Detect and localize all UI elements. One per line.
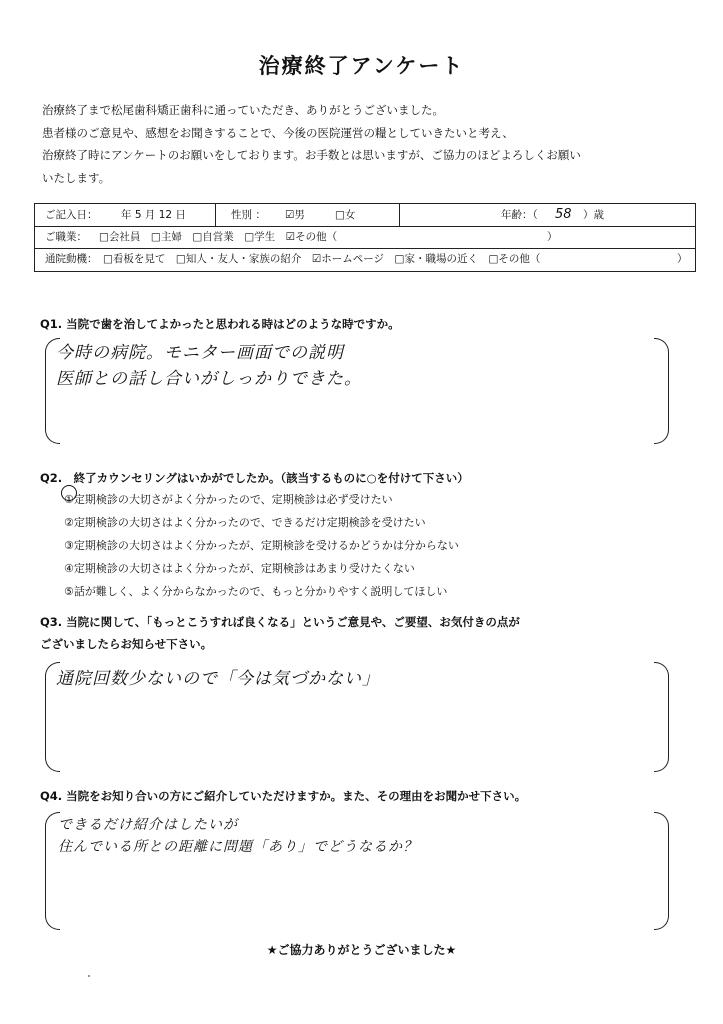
intro-line: 患者様のご意見や、感想をお聞きすることで、今後の医院運営の糧としていきたいと考え、 bbox=[42, 125, 514, 140]
q2-option-3[interactable]: ③定期検診の大切さはよく分かったが、定期検診を受けるかどうかは分からない bbox=[64, 539, 459, 552]
gender-male-checkbox[interactable]: ☑男 bbox=[285, 209, 305, 221]
date-value[interactable]: 年 5 月 12 日 bbox=[121, 209, 186, 221]
motive-label: 通院動機： bbox=[45, 253, 98, 265]
scan-speck bbox=[88, 975, 90, 977]
occupation-options[interactable]: □会社員 □主婦 □自営業 □学生 ☑その他（ bbox=[99, 231, 338, 243]
q3-bracket-right bbox=[654, 662, 669, 772]
gender-female-checkbox[interactable]: □女 bbox=[335, 209, 356, 221]
intro-line: 治療終了まで松尾歯科矯正歯科に通っていただき、ありがとうございました。 bbox=[42, 103, 445, 117]
q1-answer-line[interactable]: 医師との話し合いがしっかりできた。 bbox=[56, 369, 362, 389]
patient-info-table bbox=[34, 203, 696, 272]
occupation-close: ） bbox=[547, 231, 558, 243]
q4-answer-line[interactable]: 住んでいる所との距離に問題「あり」でどうなるか？ bbox=[58, 839, 418, 855]
divider bbox=[215, 204, 216, 226]
q2-option-2[interactable]: ②定期検診の大切さはよく分かったので、できるだけ定期検診を受けたい bbox=[64, 516, 426, 529]
q2-question: Q2. 終了カウンセリングはいかがでしたか。（該当するものに○を付けて下さい） bbox=[40, 471, 469, 485]
age-value[interactable]: 58 bbox=[555, 207, 572, 222]
page-title: 治療終了アンケート bbox=[258, 54, 465, 78]
intro-line: 治療終了時にアンケートのお願いをしております。お手数とは思いますが、ご協力のほどよろしくお願い bbox=[42, 148, 581, 162]
info-row-occupation bbox=[35, 226, 695, 249]
info-row-basic bbox=[35, 204, 695, 227]
intro-line: いたします。 bbox=[42, 170, 111, 185]
age-suffix: ）歳 bbox=[583, 209, 604, 221]
divider bbox=[399, 204, 400, 226]
q4-answer-line[interactable]: できるだけ紹介はしたいが bbox=[58, 817, 238, 833]
motive-options[interactable]: □看板を見て □知人・友人・家族の紹介 ☑ホームページ □家・職場の近く □その他（ bbox=[103, 253, 541, 265]
gender-label: 性別 ： bbox=[231, 209, 266, 221]
q3-question-line: Q3. 当院に関して、「もっとこうすれば良くなる」というご意見や、ご要望、お気付きの点が bbox=[40, 615, 520, 629]
q1-answer-line[interactable]: 今時の病院。モニター画面での説明 bbox=[56, 343, 344, 363]
age-label: 年齢：（ bbox=[501, 209, 538, 221]
intro-text bbox=[42, 99, 692, 189]
q2-option-1[interactable]: ①定期検診の大切さがよく分かったので、定期検診は必ず受けたい bbox=[64, 493, 393, 506]
q4-question: Q4. 当院をお知り合いの方にご紹介していただけますか。また、その理由をお聞かせ下さい。 bbox=[40, 789, 527, 803]
q1-question: Q1. 当院で歯を治してよかったと思われる時はどのような時ですか。 bbox=[40, 317, 400, 331]
info-row-motive bbox=[35, 248, 695, 270]
q4-bracket-right bbox=[654, 812, 669, 930]
q2-option-4[interactable]: ④定期検診の大切さはよく分かったが、定期検診はあまり受けたくない bbox=[64, 562, 415, 575]
thank-you-footer: ★ご協力ありがとうございました★ bbox=[266, 943, 457, 957]
date-label: ご記入日： bbox=[45, 209, 98, 221]
q3-question-line: ございましたらお知らせ下さい。 bbox=[40, 637, 213, 651]
q1-bracket-right bbox=[654, 338, 669, 444]
occupation-label: ご職業： bbox=[45, 231, 87, 243]
q2-option-5[interactable]: ⑤話が難しく、よく分からなかったので、もっと分かりやすく説明してほしい bbox=[64, 585, 448, 598]
motive-close: ） bbox=[677, 253, 688, 265]
q3-answer[interactable]: 通院回数少ないので「今は気づかない」 bbox=[56, 669, 380, 689]
